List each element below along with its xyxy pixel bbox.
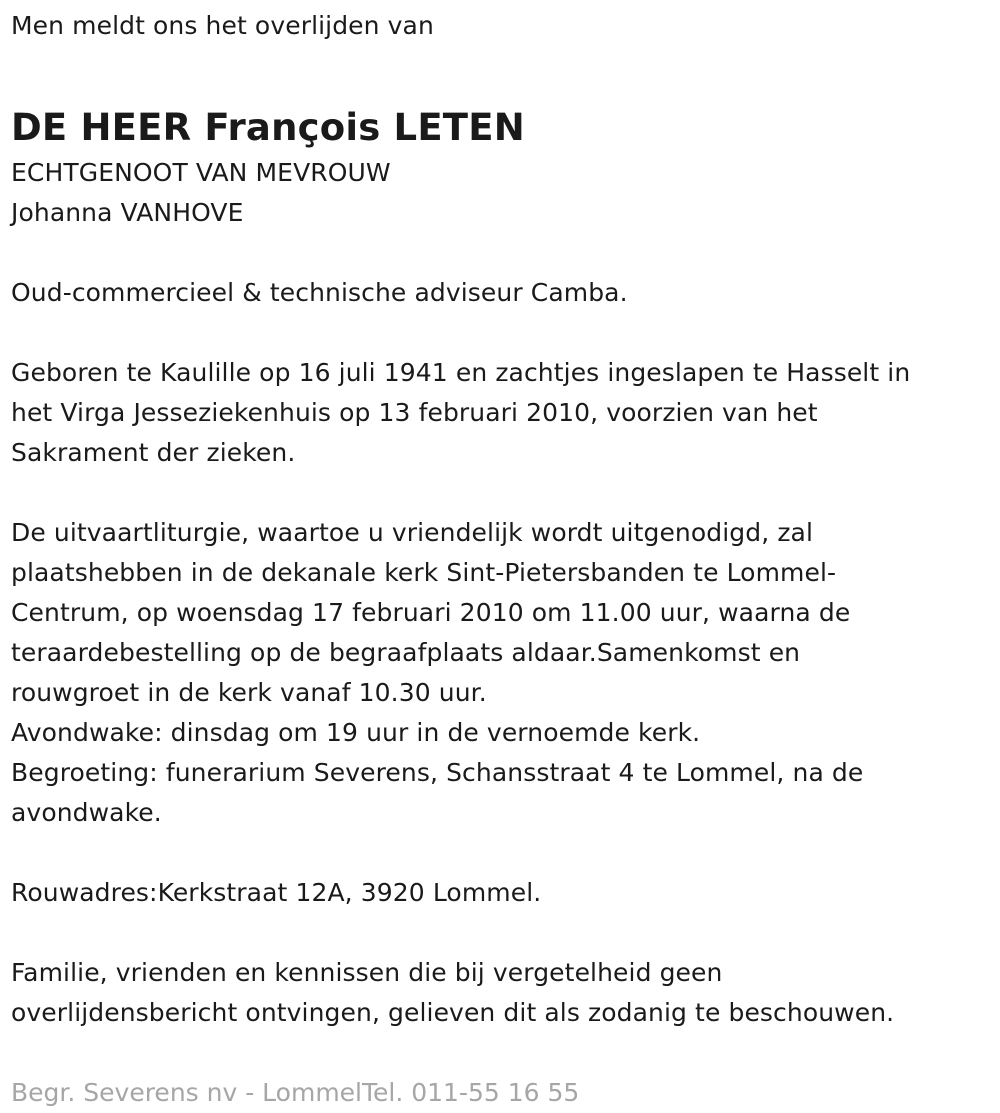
birth-paragraph xyxy=(11,353,991,473)
deceased-name: DE HEER François LETEN xyxy=(11,106,525,149)
spacer xyxy=(11,313,991,353)
birth-line: het Virga Jesseziekenhuis op 13 februari 2010, voorzien van het xyxy=(11,398,818,427)
funeral-line: rouwgroet in de kerk vanaf 10.30 uur. xyxy=(11,678,487,707)
spacer xyxy=(11,233,991,273)
funeral-line: teraardebestelling op de begraafplaats aldaar.Samenkomst en xyxy=(11,638,801,667)
funeral-paragraph xyxy=(11,513,991,833)
closing-line: overlijdensbericht ontvingen, gelieven dit als zodanig te beschouwen. xyxy=(11,998,895,1027)
mourning-address: Rouwadres:Kerkstraat 12A, 3920 Lommel. xyxy=(11,878,542,907)
funeral-line: Begroeting: funerarium Severens, Schansstraat 4 te Lommel, na de xyxy=(11,758,864,787)
funeral-line: Centrum, op woensdag 17 februari 2010 om 11.00 uur, waarna de xyxy=(11,598,851,627)
birth-line: Sakrament der zieken. xyxy=(11,438,296,467)
funeral-line: De uitvaartliturgie, waartoe u vriendelijk wordt uitgenodigd, zal xyxy=(11,518,814,547)
spouse-line-2: Johanna VANHOVE xyxy=(11,198,244,227)
funeral-line: Avondwake: dinsdag om 19 uur in de vernoemde kerk. xyxy=(11,718,701,747)
closing-line: Familie, vrienden en kennissen die bij vergetelheid geen xyxy=(11,958,723,987)
spacer xyxy=(11,473,991,513)
funeral-line: plaatshebben in de dekanale kerk Sint-Pietersbanden te Lommel- xyxy=(11,558,837,587)
death-notice xyxy=(11,6,991,1113)
birth-line: Geboren te Kaulille op 16 juli 1941 en zachtjes ingeslapen te Hasselt in xyxy=(11,358,911,387)
funeral-home-footer: Begr. Severens nv - LommelTel. 011-55 16 55 xyxy=(11,1078,580,1107)
profession-text: Oud-commercieel & technische adviseur Camba. xyxy=(11,278,628,307)
spouse-line-1: ECHTGENOOT VAN MEVROUW xyxy=(11,158,391,187)
spacer xyxy=(11,1033,991,1073)
spacer xyxy=(11,833,991,873)
spacer xyxy=(11,913,991,953)
funeral-line: avondwake. xyxy=(11,798,162,827)
closing-paragraph xyxy=(11,953,991,1033)
intro-text: Men meldt ons het overlijden van xyxy=(11,11,434,40)
